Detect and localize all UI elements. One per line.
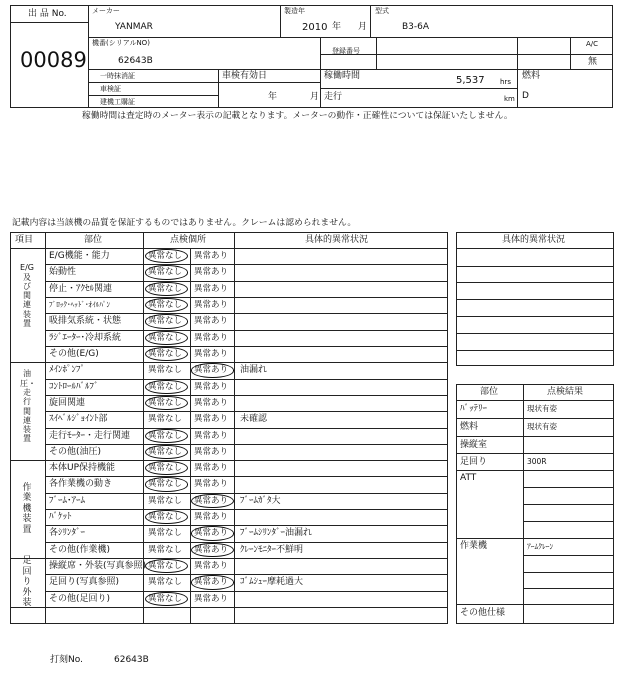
selection-circle [191, 575, 234, 589]
year-label: 製造年 [284, 7, 305, 15]
selection-circle [145, 445, 188, 459]
travel-label: 走行 [324, 92, 343, 102]
group-label: E/G及び関連装置 [20, 263, 34, 329]
normal-option[interactable]: 異常なし [148, 397, 183, 408]
result-part: 燃料 [460, 422, 479, 432]
result-part: ATT [460, 473, 477, 483]
col-part: 部位 [84, 235, 103, 245]
abnormal-option[interactable]: 異常あり [194, 430, 229, 441]
result-part: その他仕様 [460, 608, 506, 618]
row-part: 各作業機の動き [49, 479, 113, 490]
abnormal-option[interactable]: 異常あり [194, 577, 229, 588]
selection-circle [191, 363, 234, 377]
year-value: 2010 [302, 22, 328, 33]
row-part: E/G機能・能力 [49, 251, 110, 261]
normal-option[interactable]: 異常なし [148, 561, 183, 572]
selection-circle [145, 314, 188, 328]
normal-option[interactable]: 異常なし [148, 316, 183, 327]
abnormal-option[interactable]: 異常あり [194, 512, 229, 523]
hours-value: 5,537 [456, 75, 485, 86]
selection-circle [145, 396, 188, 410]
row-part: ﾌﾞﾛｯｸ･ﾍｯﾄﾞ･ｵｲﾙﾊﾟﾝ [49, 299, 111, 309]
serial-value: 62643B [118, 56, 153, 66]
selection-circle [145, 592, 188, 606]
row-part: その他(作業機) [49, 544, 111, 555]
normal-option[interactable]: 異常なし [148, 332, 183, 343]
normal-option[interactable]: 異常なし [148, 299, 183, 310]
normal-option[interactable]: 異常なし [148, 414, 183, 425]
abnormal-option[interactable]: 異常あり [194, 446, 229, 457]
normal-option[interactable]: 異常なし [148, 267, 183, 278]
abnormal-option[interactable]: 異常あり [194, 299, 229, 310]
cert-inspection: 車検証 [100, 85, 121, 93]
abnormal-option[interactable]: 異常あり [194, 267, 229, 278]
col-detail: 具体的異常状況 [305, 235, 369, 245]
lot-no: 00089 [20, 48, 87, 72]
reg-label: 登録番号 [332, 47, 360, 55]
row-part: 足回り(写真参照) [49, 577, 120, 588]
hours-unit: hrs [500, 78, 511, 86]
result-part: 操縦室 [460, 440, 488, 450]
hours-note: 稼働時間は査定時のメーター表示の記載となります。メーターの動作・正確性については保証いたしません。 [82, 111, 513, 121]
abnormal-option[interactable]: 異常あり [194, 397, 229, 408]
row-detail: 油漏れ [240, 365, 268, 376]
abnormal-option[interactable]: 異常あり [194, 561, 229, 572]
group-label: 足回り外装 [22, 556, 32, 609]
abnormal-option[interactable]: 異常あり [194, 316, 229, 327]
ac-value: 無 [588, 57, 598, 67]
selection-circle [145, 380, 188, 394]
row-detail: 未確認 [240, 414, 268, 425]
selection-circle [191, 494, 234, 508]
abnormal-option[interactable]: 異常あり [194, 381, 229, 392]
insp-month-unit: 月 [310, 92, 320, 102]
row-part: 旋回関連 [49, 397, 86, 408]
stamp-no: 62643B [114, 655, 149, 665]
serial-label: 機番(シリアルNO) [92, 39, 150, 47]
normal-option[interactable]: 異常なし [148, 528, 183, 539]
insp-year-unit: 年 [268, 92, 278, 102]
row-part: その他(E/G) [49, 348, 99, 359]
result-value: ｱｰﾑｸﾚｰﾝ [527, 542, 554, 551]
selection-circle [145, 331, 188, 345]
selection-circle [145, 477, 188, 491]
selection-circle [145, 265, 188, 279]
normal-option[interactable]: 異常なし [148, 251, 183, 261]
row-part: 各ｼﾘﾝﾀﾞｰ [49, 528, 86, 539]
cert-construction: 建機工購証 [100, 98, 135, 106]
normal-option[interactable]: 異常なし [148, 348, 183, 359]
selection-circle [191, 543, 234, 557]
row-part: 停止・ｱｸｾﾙ関連 [49, 283, 113, 294]
normal-option[interactable]: 異常なし [148, 577, 183, 588]
row-detail: ｸﾚｰﾝﾓﾆﾀｰ不鮮明 [240, 544, 304, 555]
result-part: 足回り [460, 457, 488, 467]
row-part: ﾒｲﾝﾎﾟﾝﾌﾟ [49, 365, 86, 376]
abnormal-option[interactable]: 異常あり [194, 332, 229, 343]
selection-circle [145, 429, 188, 443]
abnormal-option[interactable]: 異常あり [194, 365, 229, 376]
lot-no-label: 出 品 No. [28, 9, 67, 19]
inspection-label: 車検有効日 [222, 71, 268, 81]
year-unit: 年 [332, 22, 342, 32]
row-part: 走行ﾓｰﾀｰ・走行関連 [49, 430, 131, 441]
normal-option[interactable]: 異常なし [148, 512, 183, 523]
maker-value: YANMAR [115, 22, 153, 32]
stamp-label: 打刻No. [50, 655, 83, 665]
abnormal-option[interactable]: 異常あり [194, 463, 229, 474]
row-part: その他(油圧) [49, 446, 102, 457]
km-unit: km [504, 95, 515, 103]
abnormal-option[interactable]: 異常あり [194, 528, 229, 539]
row-part: ﾗｼﾞｴｰﾀｰ･冷却系統 [49, 332, 122, 343]
abnormal-option[interactable]: 異常あり [194, 251, 229, 261]
row-detail: ﾌﾞｰﾑｶﾞﾀ大 [240, 495, 281, 506]
selection-circle [145, 282, 188, 296]
row-detail: ﾌﾞｰﾑｼﾘﾝﾀﾞｰ油漏れ [240, 528, 313, 539]
result-part: 作業機 [460, 541, 488, 551]
row-part: 操縦席・外装(写真参照) [49, 561, 147, 572]
normal-option[interactable]: 異常なし [148, 495, 183, 506]
row-part: ﾌﾞｰﾑ･ｱｰﾑ [49, 495, 86, 506]
normal-option[interactable]: 異常なし [148, 365, 183, 376]
fuel-value: D [522, 91, 529, 101]
normal-option[interactable]: 異常なし [148, 593, 183, 604]
group-label: 油圧・走行関連装置 [20, 369, 36, 444]
normal-option[interactable]: 異常なし [148, 381, 183, 392]
group-label: 作業機装置 [22, 482, 32, 535]
result-part: ﾊﾞｯﾃﾘｰ [460, 404, 488, 414]
selection-circle [191, 526, 234, 540]
normal-option[interactable]: 異常なし [148, 446, 183, 457]
results-col-result: 点検結果 [547, 387, 584, 397]
row-part: ﾊﾞｹｯﾄ [49, 512, 72, 523]
abnormal-option[interactable]: 異常あり [194, 593, 229, 604]
abnormal-option[interactable]: 異常あり [194, 479, 229, 490]
quality-note: 記載内容は当該機の品質を保証するものではありません。クレームは認められません。 [12, 218, 357, 228]
normal-option[interactable]: 異常なし [148, 463, 183, 474]
abnormal-option[interactable]: 異常あり [194, 495, 229, 506]
row-part: ｺﾝﾄﾛｰﾙﾊﾞﾙﾌﾞ [49, 381, 99, 392]
row-part: 始動性 [49, 267, 77, 278]
abnormal-option[interactable]: 異常あり [194, 283, 229, 294]
row-part: 本体UP保持機能 [49, 463, 116, 474]
abnormal-option[interactable]: 異常あり [194, 348, 229, 359]
row-part: 吸排気系統・状態 [49, 316, 122, 327]
col-check: 点検個所 [170, 235, 207, 245]
model-label: 型式 [375, 7, 389, 15]
abnormal-option[interactable]: 異常あり [194, 544, 229, 555]
normal-option[interactable]: 異常なし [148, 544, 183, 555]
result-value: 現状有姿 [527, 422, 557, 431]
model-value: B3-6A [402, 22, 430, 32]
right-detail-header: 具体的異常状況 [502, 235, 566, 245]
ac-label: A/C [586, 40, 599, 48]
abnormal-option[interactable]: 異常あり [194, 414, 229, 425]
result-value: 300R [527, 457, 547, 466]
results-col-part: 部位 [480, 387, 499, 397]
fuel-label: 燃料 [522, 71, 541, 81]
month-unit: 月 [358, 22, 368, 32]
row-part: ｽｲﾍﾞﾙｼﾞｮｲﾝﾄ部 [49, 414, 108, 425]
row-detail: ｺﾞﾑｼｭｰ摩耗過大 [240, 577, 304, 588]
normal-option[interactable]: 異常なし [148, 283, 183, 294]
row-part: その他(足回り) [49, 593, 111, 604]
cert-temporary: 一時抹消証 [100, 72, 135, 80]
normal-option[interactable]: 異常なし [148, 479, 183, 490]
maker-label: メーカー [92, 7, 120, 15]
result-value: 現状有姿 [527, 404, 557, 413]
hours-label: 稼働時間 [324, 71, 361, 81]
col-item: 項目 [15, 235, 34, 245]
normal-option[interactable]: 異常なし [148, 430, 183, 441]
